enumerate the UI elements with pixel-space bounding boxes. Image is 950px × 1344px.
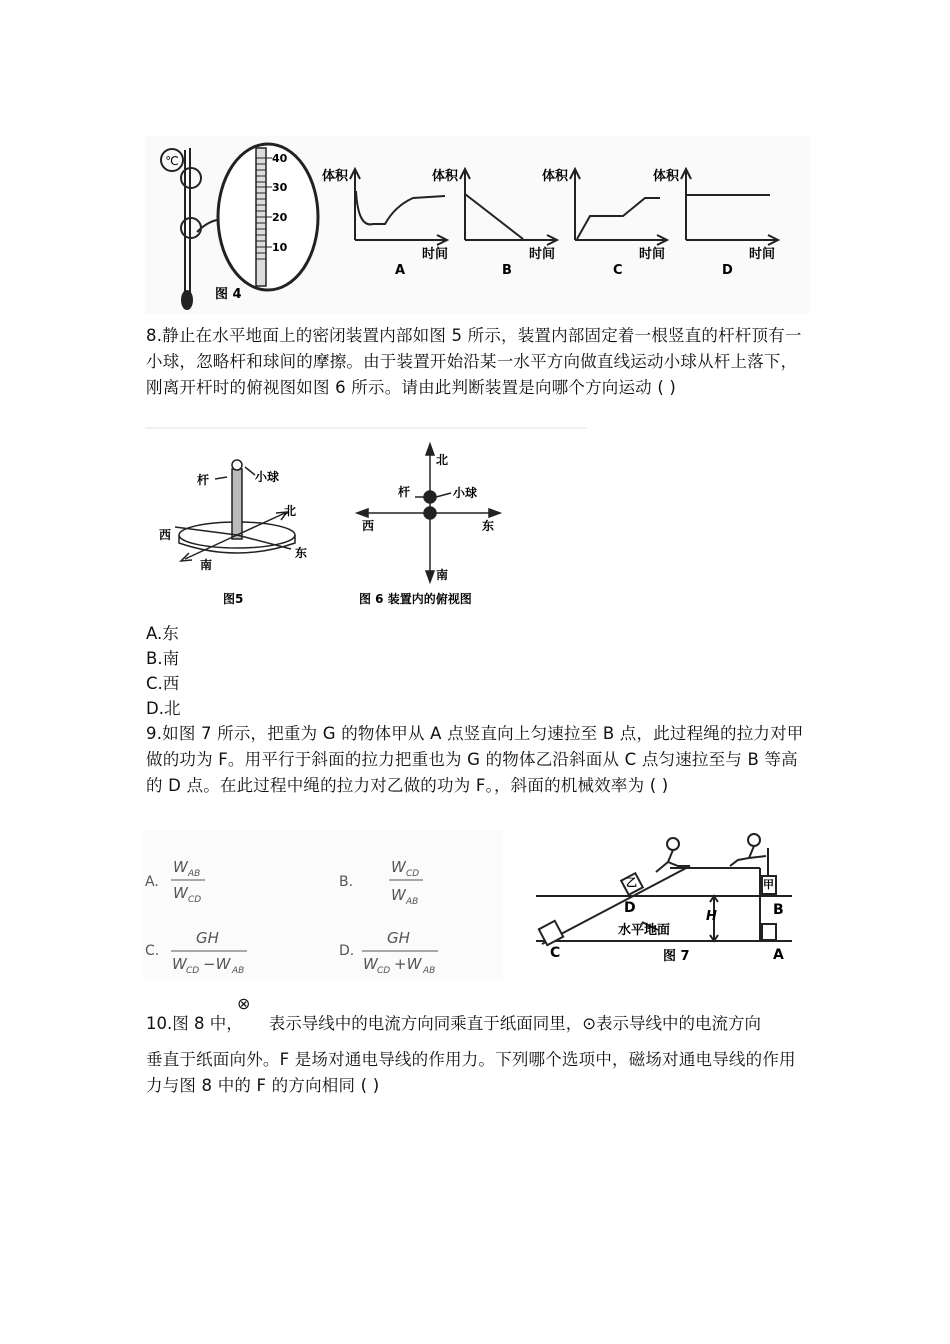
figure-6-compass [357, 444, 500, 582]
fig6-ball-label: 小球 [453, 486, 478, 500]
option-a-letter[interactable]: A. [145, 874, 159, 890]
option-d-den-w1: W [363, 955, 378, 973]
fig7-ground-label: 水平地面 [618, 923, 671, 938]
option-d-letter[interactable]: D. [339, 943, 355, 959]
tick-20: 20 [272, 211, 288, 224]
fig6-south-label: 南 [436, 568, 449, 582]
option-d-den-sub2: AB [423, 966, 436, 976]
question-10-line-2: 垂直于纸面向外。F 是场对通电导线的作用力。下列哪个选项中，磁场对通电导线的作用力与图 8 中的 F 的方向相同 ( ) [146, 1050, 796, 1095]
q8-option-c[interactable]: C.西 [146, 674, 180, 693]
option-b-numerator-sub: CD [406, 869, 420, 879]
option-b-denominator-sub: AB [406, 897, 419, 907]
tick-40: 40 [272, 152, 288, 165]
fig7-point-b: B [773, 902, 784, 918]
q9-formula-options [143, 830, 503, 980]
option-b-numerator: W [391, 858, 406, 876]
q10-suffix: 表示导线中的电流方向同乘直于纸面同里，⊙表示导线中的电流方向 [268, 1014, 762, 1033]
option-b-denominator: W [391, 886, 406, 904]
fig7-point-a: A [773, 947, 784, 963]
option-d-numerator: GH [387, 929, 410, 947]
option-d-den-sub1: CD [377, 966, 391, 976]
figure-4-caption: 图 4 [215, 287, 242, 302]
magnifier [218, 144, 318, 290]
fig7-point-d: D [624, 900, 636, 916]
figure-6-caption: 图 6 装置内的俯视图 [359, 592, 472, 606]
graph-a-label: A [395, 263, 406, 278]
graph-a-xlabel: 时间 [422, 247, 449, 262]
current-into-page-icon: ⊗ [237, 994, 251, 1013]
graph-d-xlabel: 时间 [749, 247, 776, 262]
question-9-text: 9.如图 7 所示，把重为 G 的物体甲从 A 点竖直向上匀速拉至 B 点，此过程绳的拉力对甲做的功为 F。用平行于斜面的拉力把重也为 G 的物体乙沿斜面从 C 点匀速拉至与 B 等高的 D 点。在此过程中绳的拉力对乙做的功为 F。，斜面的机械效率为 ( ) [146, 724, 804, 795]
figure-7 [530, 826, 805, 976]
option-c-letter[interactable]: C. [145, 943, 160, 959]
fig5-ball-label: 小球 [255, 470, 280, 484]
fig5-rod-label: 杆 [197, 473, 210, 487]
figure-4 [145, 136, 810, 314]
option-a-numerator: W [173, 858, 188, 876]
graph-c-xlabel: 时间 [639, 247, 666, 262]
option-c-den-sub1: CD [186, 966, 200, 976]
fig6-west-label: 西 [362, 519, 375, 533]
graph-b-label: B [502, 263, 512, 278]
figure-5-6 [145, 427, 587, 612]
option-c-den-op: −W [203, 955, 231, 973]
thermo-unit-label: ℃ [165, 154, 179, 168]
option-a-denominator-sub: CD [188, 895, 202, 905]
fig5-west-label: 西 [159, 528, 172, 542]
fig7-yi-label: 乙 [626, 876, 637, 889]
option-c-numerator: GH [196, 929, 219, 947]
option-a-numerator-sub: AB [188, 869, 201, 879]
fig5-north-label: 北 [284, 504, 297, 518]
q8-option-b[interactable]: B.南 [146, 649, 180, 668]
graph-d-label: D [722, 263, 733, 278]
option-a-denominator: W [173, 884, 188, 902]
tick-30: 30 [272, 181, 288, 194]
tick-10: 10 [272, 241, 288, 254]
graph-c-label: C [613, 263, 623, 278]
q10-prefix: 10.图 8 中， [146, 1014, 243, 1033]
fig7-jia-label: 甲 [763, 878, 774, 891]
graph-d-ylabel: 体积 [653, 169, 680, 184]
fig6-east-label: 东 [482, 519, 495, 533]
graph-a-ylabel: 体积 [322, 169, 349, 184]
fig7-height-h: H [706, 909, 717, 924]
option-b-letter[interactable]: B. [339, 874, 354, 890]
fig5-south-label: 南 [200, 558, 213, 572]
q8-option-d[interactable]: D.北 [146, 699, 181, 718]
option-c-den-w1: W [172, 955, 187, 973]
question-10-line-1 [146, 1011, 761, 1037]
fig6-north-label: 北 [436, 453, 449, 467]
figure-7-caption: 图 7 [663, 949, 690, 964]
graph-b-ylabel: 体积 [432, 169, 459, 184]
fig7-point-c: C [550, 945, 561, 961]
fig5-east-label: 东 [295, 546, 308, 560]
option-c-den-sub2: AB [232, 966, 245, 976]
graph-c-ylabel: 体积 [542, 169, 569, 184]
q8-option-a[interactable]: A.东 [146, 624, 179, 643]
fig6-rod-label: 杆 [398, 485, 411, 499]
option-d-den-op: +W [394, 955, 422, 973]
graph-b-xlabel: 时间 [529, 247, 556, 262]
figure-5-caption: 图5 [223, 592, 244, 606]
question-8-text: 8.静止在水平地面上的密闭装置内部如图 5 所示，装置内部固定着一根竖直的杆杆顶有一小球，忽略杆和球间的摩擦。由于装置开始沿某一水平方向做直线运动小球从杆上落下，刚离开杆时的俯视图如图 6 所示。请由此判断装置是向哪个方向运动 ( ) [146, 326, 802, 397]
